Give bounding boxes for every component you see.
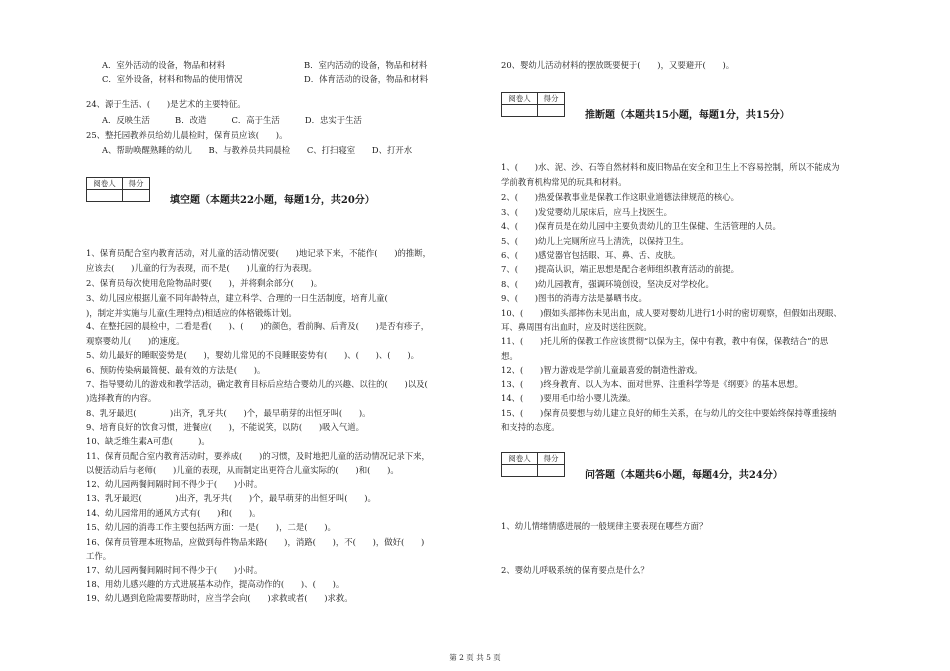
fill-line: 7、指导婴幼儿的游戏和教学活动，确定教育目标后应结合婴幼儿的兴趣、以往的( )以及( — [86, 379, 445, 389]
option-d: D．体育活动的设备，物品和材料 — [304, 74, 428, 84]
question-24: 24、源于生活、( )是艺术的主要特征。 — [86, 99, 246, 109]
question-25: 25、整托园教养员给幼儿晨检时，保育员应该( )。 — [86, 130, 288, 140]
grader-cell[interactable] — [502, 465, 538, 477]
fill-line: 6、预防传染病最简便、最有效的方法是( )。 — [86, 365, 266, 375]
fill-line: 1、保育员配合室内教育活动，对儿童的活动情况要( )地记录下来，不能作( )的推断， — [86, 248, 432, 258]
fill-line: 14、幼儿园常用的通风方式有( )和( )。 — [86, 508, 261, 518]
option-b: B．室内活动的设备，物品和材料 — [304, 60, 428, 70]
judge-line: 5、( )幼儿上完厕所应马上清洗，以保持卫生。 — [501, 236, 689, 246]
judge-line: 3、( )发觉婴幼儿尿床后，应马上找医生。 — [501, 207, 672, 217]
judge-line: 2、( )热爱保教事业是保教工作这职业道德法律规范的核心。 — [501, 192, 739, 202]
fill-line: )选择教育的内容。 — [86, 393, 157, 403]
score-label: 得分 — [538, 93, 565, 105]
judge-line: 耳、鼻周围有出血时，应及时送往医院。 — [501, 322, 652, 332]
fill-line: 19、幼儿遇到危险需要帮助时，应当学会向( )求救或者( )求救。 — [86, 593, 353, 603]
fill-line: 9、培育良好的饮食习惯，进餐应( )，不能说笑，以防( )吸入气道。 — [86, 422, 365, 432]
fill-section-title: 填空题（本题共22小题，每题1分，共20分） — [170, 195, 375, 206]
question-24-options: A．反映生活 B．改造 C．高于生活 D．忠实于生活 — [102, 115, 362, 125]
fill-line: 2、保育员每次使用危险物品时要( )，并将剩余部分( )。 — [86, 278, 323, 288]
judge-section-title: 推断题（本题共15小题，每题1分，共15分） — [585, 110, 790, 121]
fill-line: 18、用幼儿感兴趣的方式进展基本动作，提高动作的( )、( )。 — [86, 579, 345, 589]
fill-line: 10、缺乏维生素A可患( )。 — [86, 436, 210, 446]
fill-line: 8、乳牙最迟( )出齐，乳牙共( )个，最早萌芽的出恒牙叫( )。 — [86, 408, 371, 418]
qa-section-title: 问答题（本题共6小题，每题4分，共24分） — [585, 470, 783, 481]
judge-line: 15、( )保育员要想与幼儿建立良好的师生关系，在与幼儿的交往中要始终保持尊重接纳 — [501, 408, 837, 418]
score-label: 得分 — [123, 178, 150, 190]
judge-line: 7、( )提高认识，端正思想是配合老师组织教育活动的前提。 — [501, 264, 739, 274]
judge-line: 11、( )托儿所的保教工作应该贯彻“以保为主，保中有教，教中有保，保教结合”的思 — [501, 336, 829, 346]
judge-line: 想。 — [501, 351, 518, 361]
grader-label: 阅卷人 — [87, 178, 123, 190]
grader-label: 阅卷人 — [502, 453, 538, 465]
question-25-options: A、帮助唤醒熟睡的幼儿 B、与教养员共同晨检 C、打扫寝室 D、打开水 — [102, 145, 413, 155]
fill-line: 以便活动后与老师( )儿童的表现，从而制定出更符合儿童实际的( )和( )。 — [86, 465, 399, 475]
qa-question: 2、婴幼儿呼吸系统的保育要点是什么？ — [501, 565, 649, 575]
score-box-fill — [86, 177, 150, 202]
judge-line: 10、( )假如头部摔伤未见出血，成人要对婴幼儿进行1小时的密切观察，但假如出现眼、 — [501, 308, 842, 318]
judge-line: 4、( )保育员是在幼儿园中主要负责幼儿的卫生保健、生活管理的人员。 — [501, 221, 781, 231]
fill-line: )，制定并实施与儿童(生理特点)相适应的体格锻炼计划。 — [86, 308, 297, 318]
score-cell[interactable] — [538, 105, 565, 117]
judge-line: 9、( )图书的消毒方法是暴晒书皮。 — [501, 293, 647, 303]
fill-line: 16、保育员管理本班物品，应做到每件物品来路( )，消路( )，不( )，做好( ) — [86, 537, 425, 547]
fill-line: 3、幼儿园应根据儿童不同年龄特点，建立科学、合理的一日生活制度，培育儿童( — [86, 293, 405, 303]
option-a: A．室外活动的设备，物品和材料 — [102, 60, 226, 70]
judge-line: 13、( )终身教育、以人为本、面对世界、注重科学等是《纲要》的基本思想。 — [501, 379, 803, 389]
fill-line: 13、乳牙最迟( )出齐，乳牙共( )个，最早萌芽的出恒牙叫( )。 — [86, 493, 376, 503]
score-cell[interactable] — [123, 190, 150, 202]
fill-line: 11、保育员配合室内教育活动时，要养成( )的习惯，及时地把儿童的活动情况记录下来， — [86, 451, 430, 461]
judge-line: 8、( )幼儿园教育，强调环境创设，坚决反对学校化。 — [501, 279, 714, 289]
fill-line: 17、幼儿园两餐间隔时间不得少于( )小时。 — [86, 565, 263, 575]
fill-line: 工作。 — [86, 551, 112, 561]
page-footer: 第 2 页 共 5 页 — [449, 653, 501, 662]
fill-line: 15、幼儿园的消毒工作主要包括两方面：一是( )，二是( )。 — [86, 522, 336, 532]
judge-line: 学前教育机构常见的玩具和材料。 — [501, 177, 627, 187]
qa-question: 1、幼儿情绪情感进展的一般规律主要表现在哪些方面？ — [501, 521, 708, 531]
grader-cell[interactable] — [87, 190, 123, 202]
score-box-judge — [501, 92, 565, 117]
judge-line: 14、( )要用毛巾给小婴儿洗澡。 — [501, 393, 636, 403]
question-20: 20、婴幼儿活动材料的摆放既要便于( )，又要避开( )。 — [501, 60, 735, 70]
fill-line: 12、幼儿园两餐间隔时间不得少于( )小时。 — [86, 479, 263, 489]
judge-line: 6、( )感觉器官包括眼、耳、鼻、舌、皮肤。 — [501, 250, 681, 260]
fill-line: 观察婴幼儿( )的速度。 — [86, 336, 185, 346]
fill-line: 应该去( )儿童的行为表现，而不是( )儿童的行为表现。 — [86, 263, 317, 273]
score-box-qa — [501, 452, 565, 477]
grader-label: 阅卷人 — [502, 93, 538, 105]
judge-line: 1、( )水、泥、沙、石等自然材料和废旧物品在安全和卫生上不容易控制，所以不能成为 — [501, 162, 840, 172]
fill-line: 5、幼儿最好的睡眠姿势是( )，婴幼儿常见的不良睡眠姿势有( )、( )、( )。 — [86, 350, 419, 360]
judge-line: 12、( )智力游戏是学前儿童最喜爱的制造性游戏。 — [501, 365, 703, 375]
fill-line: 4、在整托园的晨检中，二看是看( )、( )的颜色，看前胸、后背及( )是否有疹子， — [86, 321, 430, 331]
score-cell[interactable] — [538, 465, 565, 477]
grader-cell[interactable] — [502, 105, 538, 117]
option-c: C．室外设备，材料和物品的使用情况 — [102, 74, 243, 84]
judge-line: 和支持的态度。 — [501, 422, 560, 432]
score-label: 得分 — [538, 453, 565, 465]
